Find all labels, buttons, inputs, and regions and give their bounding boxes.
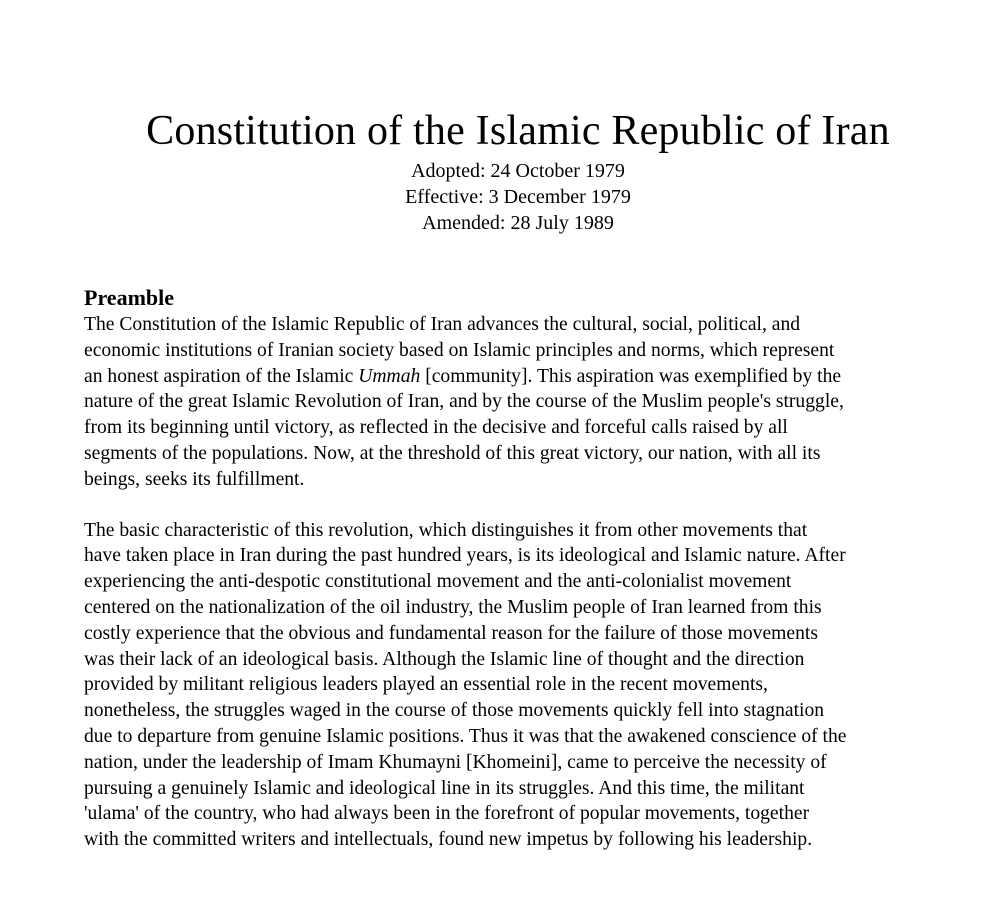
- text-line: with the committed writers and intellectuals, found new impetus by following his leadership.: [84, 829, 813, 851]
- text-line: centered on the nationalization of the oil industry, the Muslim people of Iran learned from this: [84, 596, 822, 618]
- preamble-heading: Preamble: [84, 285, 175, 310]
- preamble-paragraph-2: [84, 518, 964, 853]
- document-title: Constitution of the Islamic Republic of Iran: [146, 108, 890, 154]
- text-line: nonetheless, the struggles waged in the course of those movements quickly fell into stagnation: [84, 700, 825, 722]
- text-line: due to departure from genuine Islamic positions. Thus it was that the awakened conscience of the: [84, 725, 847, 747]
- text-line: was their lack of an ideological basis. Although the Islamic line of thought and the direction: [84, 648, 805, 670]
- text-line: nation, under the leadership of Imam Khumayni [Khomeini], came to perceive the necessity of: [84, 751, 827, 773]
- adopted-date: Adopted: 24 October 1979: [411, 160, 625, 182]
- preamble-section: [84, 284, 964, 853]
- title-block: [0, 104, 1000, 236]
- text-line: experiencing the anti-despotic constitutional movement and the anti-colonialist movement: [84, 571, 792, 593]
- effective-date: Effective: 3 December 1979: [405, 186, 631, 208]
- text-line: The basic characteristic of this revolution, which distinguishes it from other movements that: [84, 519, 808, 541]
- text-line: costly experience that the obvious and fundamental reason for the failure of those movements: [84, 622, 818, 644]
- text-segment: an honest aspiration of the Islamic: [84, 365, 359, 387]
- text-line: economic institutions of Iranian society based on Islamic principles and norms, which represent: [84, 339, 835, 361]
- amended-date: Amended: 28 July 1989: [422, 212, 614, 234]
- text-line: 'ulama' of the country, who had always been in the forefront of popular movements, together: [84, 803, 810, 825]
- text-segment: [community]. This aspiration was exemplified by the: [420, 365, 842, 387]
- italic-term: Ummah: [358, 365, 421, 387]
- text-line: from its beginning until victory, as reflected in the decisive and forceful calls raised by all: [84, 417, 788, 439]
- text-line: provided by militant religious leaders played an essential role in the recent movements,: [84, 674, 768, 696]
- preamble-paragraph-1: [84, 312, 964, 493]
- text-line: have taken place in Iran during the past hundred years, is its ideological and Islamic nature. After: [84, 545, 846, 567]
- text-line: pursuing a genuinely Islamic and ideological line in its struggles. And this time, the militant: [84, 777, 805, 799]
- text-line: The Constitution of the Islamic Republic of Iran advances the cultural, social, political, and: [84, 314, 801, 335]
- text-line: [84, 364, 964, 390]
- text-line: beings, seeks its fulfillment.: [84, 468, 305, 490]
- paragraph-gap: [84, 493, 964, 518]
- text-line: segments of the populations. Now, at the threshold of this great victory, our nation, with all its: [84, 442, 821, 464]
- text-line: nature of the great Islamic Revolution of Iran, and by the course of the Muslim people's struggle,: [84, 391, 844, 413]
